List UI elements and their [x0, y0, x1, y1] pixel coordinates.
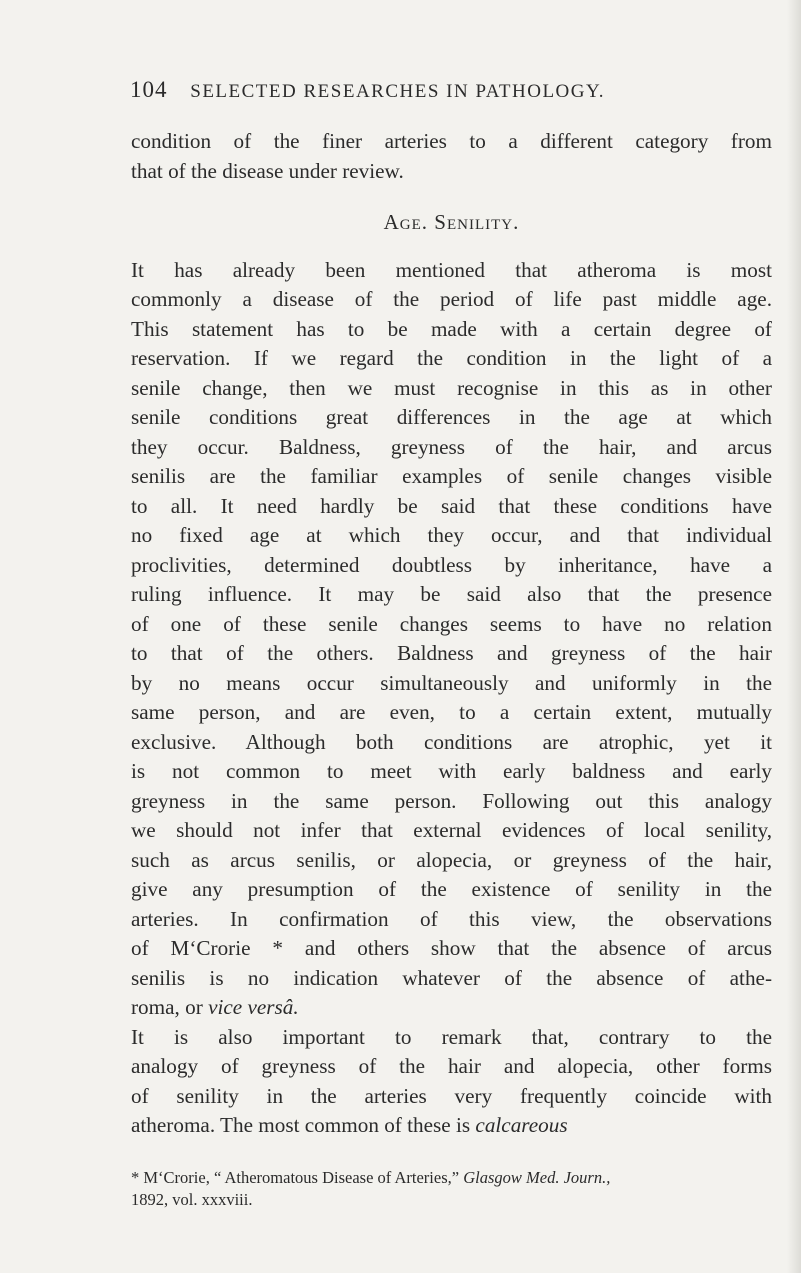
- text-line: that of the disease under review.: [131, 158, 404, 183]
- text-line: of senility in the arteries very frequently coincide with: [131, 1083, 772, 1108]
- footnote-text-start: * M‘Crorie, “ Atheromatous Disease of Arteries,”: [131, 1168, 464, 1187]
- text-line: such as arcus senilis, or alopecia, or greyness of the hair,: [131, 847, 772, 872]
- page-number: 104: [130, 77, 168, 102]
- text-line: analogy of greyness of the hair and alopecia, other forms: [131, 1054, 772, 1078]
- running-header: [130, 77, 770, 117]
- text-line-last: [131, 1111, 772, 1141]
- text-line: ruling influence. It may be said also that the presence: [131, 582, 772, 606]
- text-line: exclusive. Although both conditions are atrophic, yet it: [131, 729, 772, 754]
- text-line: we should not infer that external evidences of local senility,: [131, 818, 772, 842]
- running-title: SELECTED RESEARCHES IN PATHOLOGY.: [190, 81, 606, 102]
- text-line: This statement has to be made with a certain degree of: [131, 316, 772, 341]
- footnote-text-end: 1892, vol. xxxviii.: [131, 1190, 253, 1209]
- text-line: by no means occur simultaneously and uniformly in the: [131, 670, 772, 695]
- body-text: [131, 127, 772, 1141]
- paragraph-senility: [131, 256, 772, 1023]
- text-line: is not common to meet with early baldness and early: [131, 759, 772, 783]
- text-line: of one of these senile changes seems to have no relation: [131, 611, 772, 636]
- intro-paragraph: [131, 127, 772, 186]
- section-heading: Age. Senility.: [383, 210, 520, 234]
- text-line: greyness in the same person. Following out this analogy: [131, 788, 772, 813]
- italic-term: calcareous: [475, 1113, 568, 1137]
- text-segment: atheroma. The most common of these is: [131, 1113, 476, 1137]
- italic-term: vice versâ.: [208, 995, 299, 1019]
- text-line: arteries. In confirmation of this view, the observations: [131, 906, 772, 931]
- text-line-last: [131, 993, 772, 1023]
- text-line: condition of the finer arteries to a different category from: [131, 129, 772, 153]
- text-line: to all. It need hardly be said that these conditions have: [131, 493, 772, 518]
- text-line: It has already been mentioned that atheroma is most: [131, 257, 772, 282]
- text-segment: roma, or: [131, 995, 209, 1019]
- text-line: proclivities, determined doubtless by inheritance, have a: [131, 552, 772, 577]
- footnote: [131, 1167, 772, 1211]
- footnote-journal: Glasgow Med. Journ.,: [463, 1168, 611, 1187]
- text-line: senilis is no indication whatever of the absence of athe-: [131, 965, 772, 990]
- text-line: of M‘Crorie * and others show that the absence of arcus: [131, 936, 772, 960]
- text-line: senile conditions great differences in the age at which: [131, 405, 772, 429]
- text-line: senile change, then we must recognise in this as in other: [131, 375, 772, 400]
- text-line: no fixed age at which they occur, and that individual: [131, 523, 772, 547]
- text-line: to that of the others. Baldness and greyness of the hair: [131, 641, 772, 665]
- text-line: senilis are the familiar examples of senile changes visible: [131, 464, 772, 488]
- text-line: give any presumption of the existence of senility in the: [131, 877, 772, 901]
- text-line: they occur. Baldness, greyness of the hair, and arcus: [131, 434, 772, 459]
- text-line: commonly a disease of the period of life past middle age.: [131, 287, 772, 311]
- text-line: It is also important to remark that, contrary to the: [131, 1024, 772, 1049]
- paragraph-analogy: [131, 1023, 772, 1141]
- text-line: reservation. If we regard the condition in the light of a: [131, 346, 772, 370]
- page-edge-shadow: [787, 0, 801, 1273]
- text-line: same person, and are even, to a certain extent, mutually: [131, 700, 772, 724]
